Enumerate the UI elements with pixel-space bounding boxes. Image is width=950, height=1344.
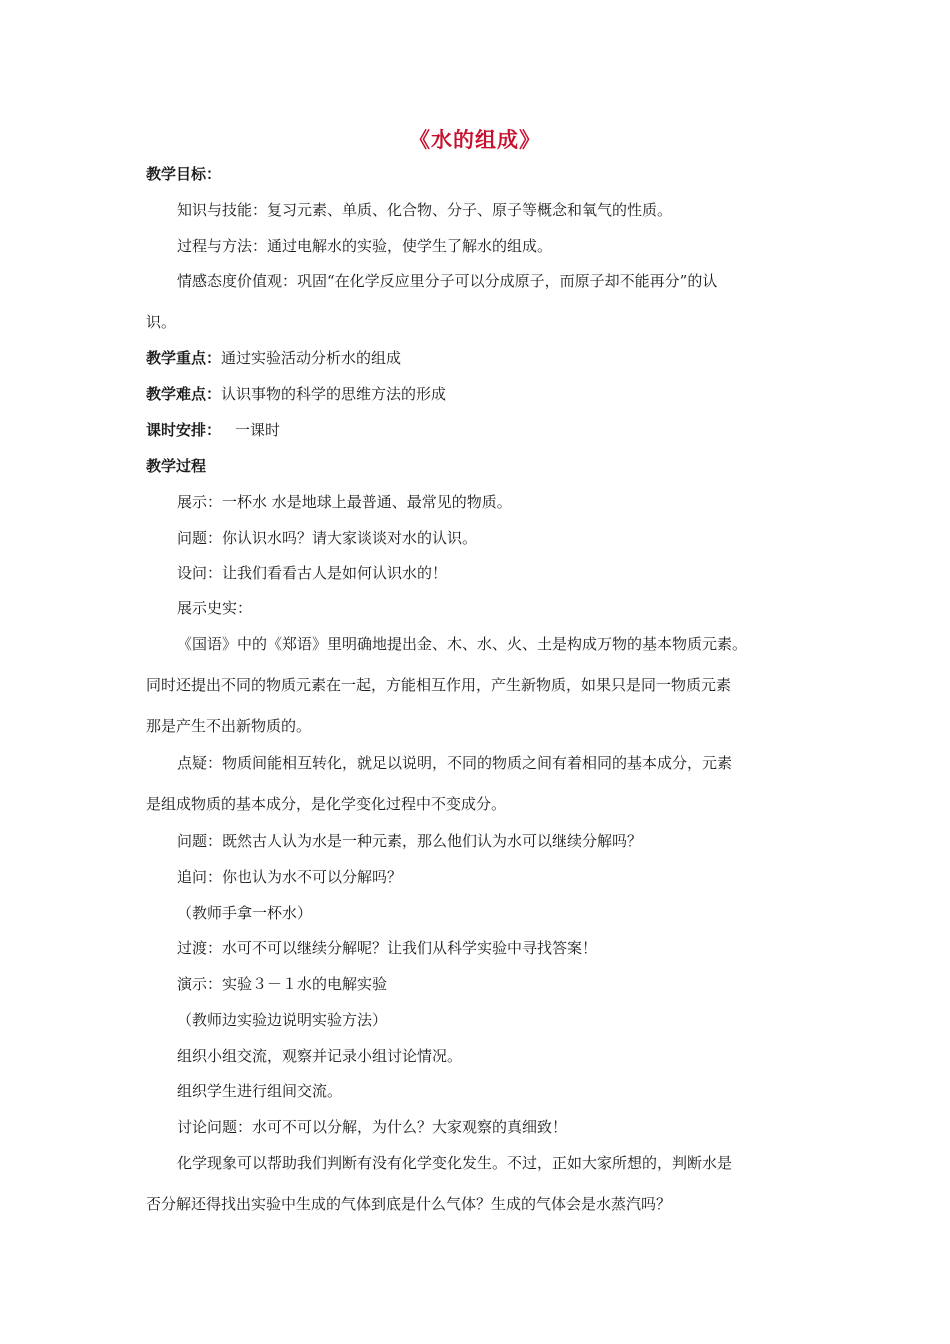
body-paragraph: 那是产生不出新物质的。 xyxy=(146,717,312,735)
key-point-text: 通过实验活动分析水的组成 xyxy=(221,349,402,367)
objective-emotion-line2: 识。 xyxy=(146,313,177,331)
schedule-text: 一课时 xyxy=(235,421,281,439)
body-paragraph: 化学现象可以帮助我们判断有没有化学变化发生。不过，正如大家所想的，判断水是 xyxy=(177,1154,733,1172)
objective-emotion-line1: 情感态度价值观：巩固“在化学反应里分子可以分成原子，而原子却不能再分”的认 xyxy=(177,272,718,290)
schedule-label: 课时安排： xyxy=(146,421,222,439)
body-paragraph: 组织学生进行组间交流。 xyxy=(177,1082,343,1100)
key-point-label: 教学重点： xyxy=(146,349,222,367)
difficulty xyxy=(146,383,826,405)
body-paragraph: 同时还提出不同的物质元素在一起，方能相互作用，产生新物质，如果只是同一物质元素 xyxy=(146,676,732,694)
body-paragraph: 过渡：水可不可以继续分解呢？让我们从科学实验中寻找答案！ xyxy=(177,939,598,957)
document-title: 《水的组成》 xyxy=(409,128,541,152)
difficulty-label: 教学难点： xyxy=(146,385,222,403)
schedule xyxy=(146,419,826,441)
objectives-heading: 教学目标： xyxy=(146,165,222,183)
body-paragraph: 展示：一杯水 水是地球上最普通、最常见的物质。 xyxy=(177,493,512,511)
body-paragraph: （教师边实验边说明实验方法） xyxy=(177,1011,388,1029)
key-point xyxy=(146,347,826,369)
body-paragraph: （教师手拿一杯水） xyxy=(177,904,313,922)
body-paragraph: 点疑：物质间能相互转化，就足以说明，不同的物质之间有着相同的基本成分，元素 xyxy=(177,754,733,772)
body-paragraph: 问题：既然古人认为水是一种元素，那么他们认为水可以继续分解吗？ xyxy=(177,832,643,850)
difficulty-text: 认识事物的科学的思维方法的形成 xyxy=(221,385,447,403)
body-paragraph: 展示史实： xyxy=(177,599,253,617)
objective-process: 过程与方法：通过电解水的实验，使学生了解水的组成。 xyxy=(177,237,553,255)
body-paragraph: 追问：你也认为水不可以分解吗？ xyxy=(177,868,403,886)
body-paragraph: 设问：让我们看看古人是如何认识水的！ xyxy=(177,564,448,582)
body-paragraph: 讨论问题：水可不可以分解，为什么？大家观察的真细致！ xyxy=(177,1118,568,1136)
body-paragraph: 是组成物质的基本成分，是化学变化过程中不变成分。 xyxy=(146,795,507,813)
objective-knowledge: 知识与技能：复习元素、单质、化合物、分子、原子等概念和氧气的性质。 xyxy=(177,201,673,219)
body-paragraph: 组织小组交流，观察并记录小组讨论情况。 xyxy=(177,1047,463,1065)
body-paragraph: 否分解还得找出实验中生成的气体到底是什么气体？生成的气体会是水蒸汽吗？ xyxy=(146,1195,672,1213)
body-paragraph: 《国语》中的《郑语》里明确地提出金、木、水、火、土是构成万物的基本物质元素。 xyxy=(177,635,748,653)
body-paragraph: 问题：你认识水吗？请大家谈谈对水的认识。 xyxy=(177,529,478,547)
process-heading: 教学过程 xyxy=(146,457,207,475)
body-paragraph: 演示：实验３－１水的电解实验 xyxy=(177,975,388,993)
